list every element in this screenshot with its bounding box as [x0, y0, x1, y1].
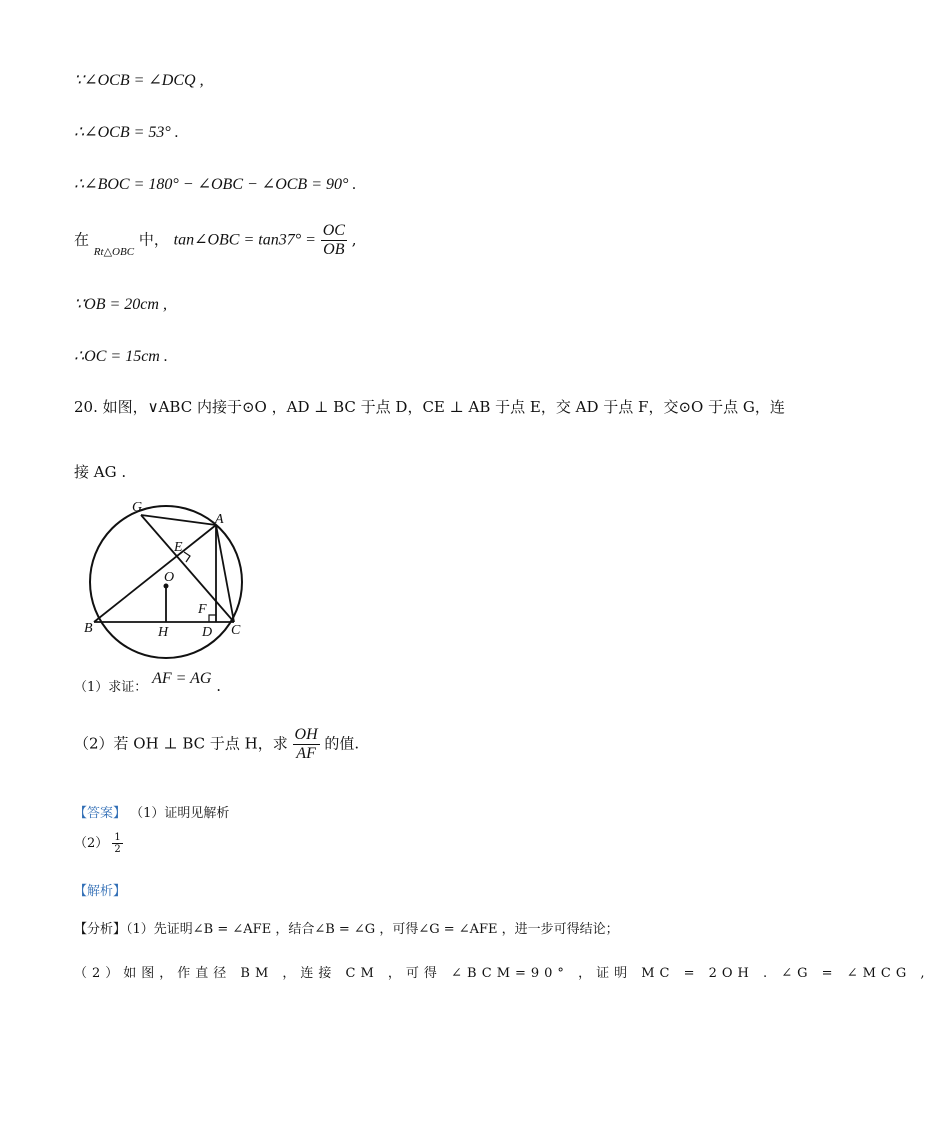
triangle-label: Rt△OBC — [93, 245, 135, 258]
line-ac — [216, 525, 234, 622]
geometry-figure — [80, 495, 260, 670]
tan-equation: tan∠OBC = tan37° = — [173, 231, 316, 249]
part-2-denominator: AF — [296, 745, 316, 762]
answer-1: （1）证明见解析 — [130, 806, 230, 821]
answer-tag: 【答案】 — [74, 806, 127, 821]
proof-line-1: ∵∠OCB = ∠DCQ , — [74, 72, 204, 89]
last-line: （2）如图，作直径 BM ，连接 CM ，可得 ∠BCM=90° ，证明 MC = 2OH . ∠G = ∠MCG , — [74, 966, 930, 981]
label-o: O — [164, 570, 175, 585]
tan-numerator: OC — [322, 222, 345, 239]
tan-fraction — [321, 222, 347, 259]
question-20-line-2: 接 AG . — [74, 463, 127, 481]
right-angle-d — [209, 615, 216, 622]
answer-line-2 — [74, 832, 123, 855]
proof-line-2: ∴∠OCB = 53° . — [74, 124, 179, 141]
answer-2-numerator: 1 — [114, 832, 121, 843]
answer-line-1 — [74, 802, 229, 821]
question-20-line-1: 20. 如图，∨ABC 内接于⊙O ，AD ⊥ BC 于点 D，CE ⊥ AB 于点 E，交 AD 于点 F，交⊙O 于点 G，连 — [74, 398, 785, 416]
answer-2-label: （2） — [74, 836, 109, 851]
label-d: D — [202, 625, 213, 640]
tan-line — [74, 222, 357, 259]
answer-2-denominator: 2 — [114, 844, 121, 855]
part-1-end: . — [216, 677, 222, 695]
oc-line: ∴OC = 15cm . — [74, 348, 168, 365]
tan-prefix: 在 — [74, 230, 90, 249]
part-2-fraction — [293, 726, 320, 763]
label-a: A — [215, 512, 224, 527]
ob-line: ∵OB = 20cm , — [74, 296, 167, 313]
part-1 — [74, 670, 222, 696]
answer-2-fraction — [112, 832, 122, 855]
proof-line-3: ∴∠BOC = 180° − ∠OBC − ∠OCB = 90° . — [74, 176, 357, 193]
tan-middle: 中， — [138, 230, 169, 249]
tan-suffix: , — [351, 230, 357, 249]
part-2-numerator: OH — [294, 726, 318, 743]
label-h: H — [158, 625, 169, 640]
line-gc — [141, 515, 234, 622]
fenxi-text: （1）先证明∠B = ∠AFE ，结合∠B = ∠G ，可得∠G = ∠AFE ，进一步可得结论； — [126, 922, 619, 937]
part-2-suffix: 的值. — [324, 734, 360, 753]
part-2 — [74, 726, 359, 763]
fenxi-tag: 【分析】 — [74, 922, 127, 937]
label-f: F — [198, 602, 207, 617]
analysis-tag: 【解析】 — [74, 884, 127, 899]
label-g: G — [132, 500, 143, 515]
right-angle-e — [184, 552, 190, 562]
label-b: B — [84, 621, 93, 636]
part-1-label: （1）求证： — [74, 680, 148, 695]
fenxi-line — [74, 918, 619, 937]
label-c: C — [231, 623, 241, 638]
part-1-equation: AF = AG — [152, 670, 212, 687]
part-2-prefix: （2）若 OH ⊥ BC 于点 H，求 — [74, 734, 288, 753]
tan-denominator: OB — [323, 241, 345, 258]
label-e: E — [174, 540, 183, 555]
